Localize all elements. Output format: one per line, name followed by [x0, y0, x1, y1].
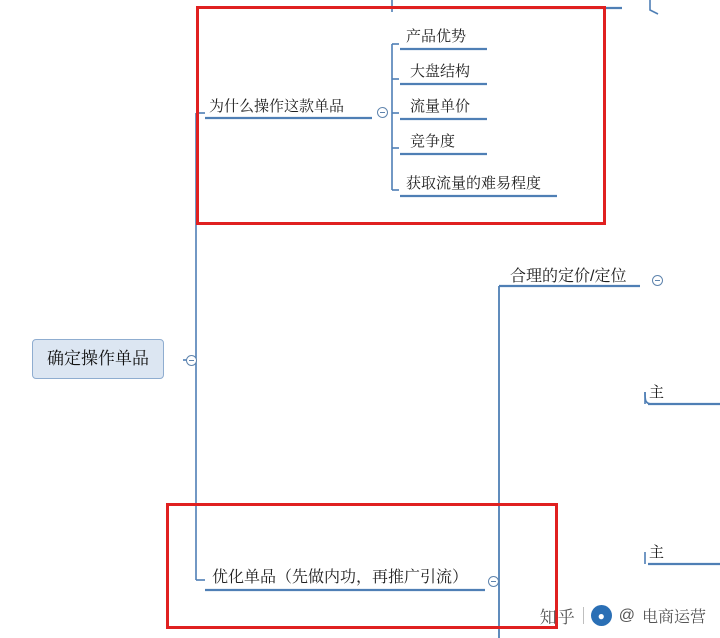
leaf-product-advantage-label: 产品优势: [406, 28, 467, 45]
branch-pricing-collapse-toggle[interactable]: [652, 275, 663, 286]
root-node[interactable]: [32, 339, 164, 379]
root-collapse-toggle[interactable]: [186, 355, 197, 366]
leaf-traffic-difficulty-label: 获取流量的难易程度: [406, 175, 542, 192]
leaf-traffic-unit-price-label: 流量单价: [410, 98, 471, 115]
branch-pricing-label[interactable]: [510, 267, 626, 289]
top-highlight-box: [196, 6, 606, 225]
watermark: [540, 603, 706, 628]
partial-node-1-label: 主: [649, 384, 665, 401]
leaf-market-structure-label: 大盘结构: [410, 63, 471, 80]
leaf-competition-label: 竞争度: [410, 133, 456, 150]
zhihu-logo: 知乎: [539, 608, 576, 627]
root-node-label: 确定操作单品: [47, 349, 149, 368]
watermark-author: 电商运营: [641, 609, 706, 626]
partial-node-2-label: 主: [649, 544, 665, 561]
avatar: ●: [591, 605, 612, 626]
watermark-divider: [583, 607, 584, 624]
branch-pricing-text: 合理的定价/定位: [510, 268, 627, 285]
partial-node-1[interactable]: [649, 384, 664, 402]
bottom-highlight-box: [166, 503, 558, 629]
partial-node-2[interactable]: [649, 544, 664, 562]
watermark-at: @: [618, 606, 635, 624]
branch-optimize-text: 优化单品（先做内功，再推广引流）: [212, 569, 469, 586]
branch-why-operate-text: 为什么操作这款单品: [209, 98, 345, 115]
